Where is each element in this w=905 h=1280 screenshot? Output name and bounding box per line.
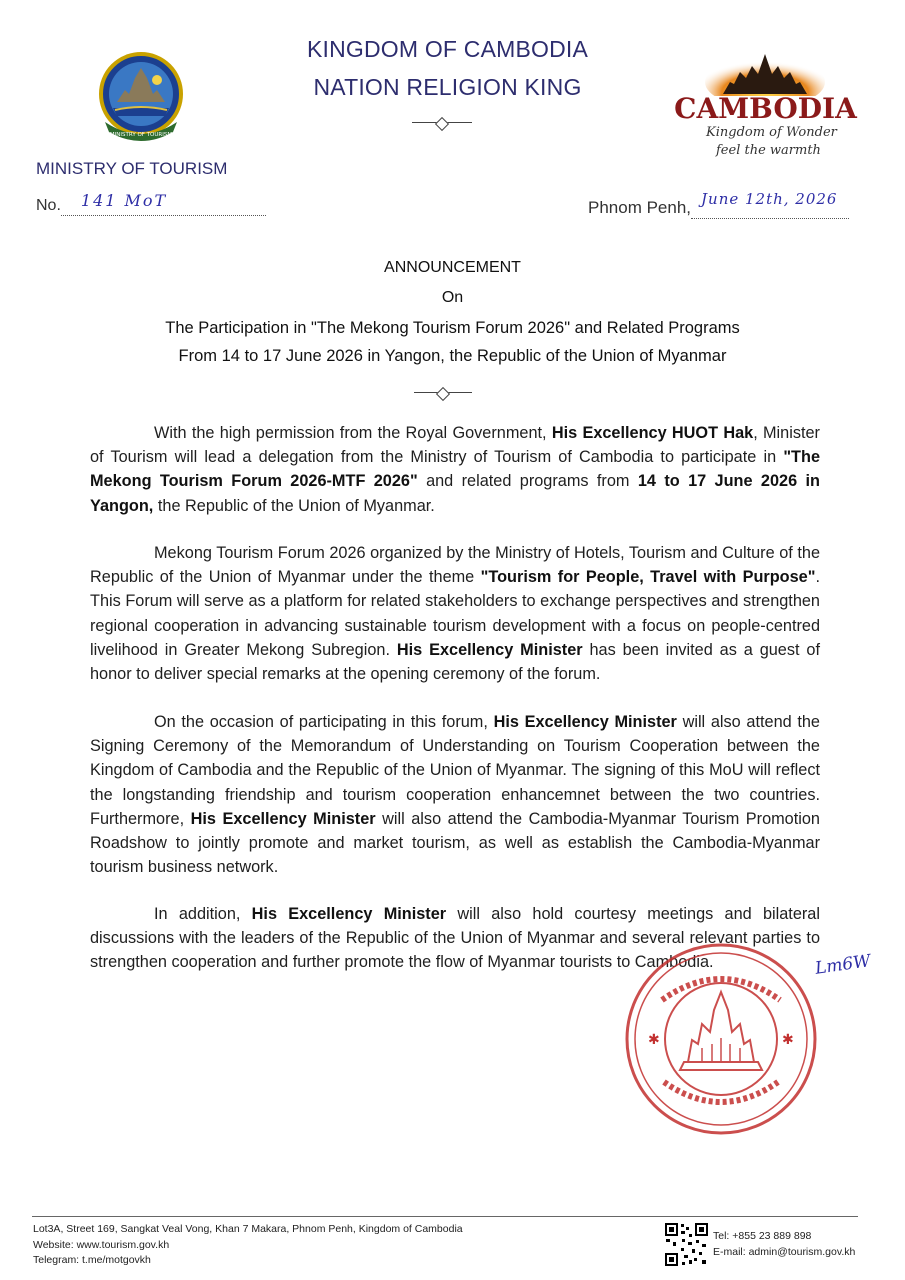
qr-code-icon <box>664 1222 709 1267</box>
ministry-name: MINISTRY OF TOURISM <box>36 159 228 178</box>
seal-banner-text: MINISTRY OF TOURISM <box>109 132 173 138</box>
paragraph-3: On the occasion of participating in this forum, His Excellency Minister will also attend the Signing Ceremony of the Memorandum of Understanding on Tourism Cooperation between the Kingdom of Cambodia and the Republic of the Union of Myanmar. The signing of this MoU will reflect the longstanding friendship and tourism cooperation enhancemnet between the two countries. Furthermore, His Excellency Minister will also attend the Cambodia-Myanmar Tourism Promotion Roadshow to jointly promote and market tourism, as well as establish the Cambodia-Myanmar tourism business network. <box>90 713 820 877</box>
reference-number <box>36 191 266 216</box>
nation-motto: NATION RELIGION KING <box>313 74 582 100</box>
svg-text:✱: ✱ <box>782 1032 794 1048</box>
brand-slogan: feel the warmth <box>716 143 821 158</box>
svg-text:✱: ✱ <box>648 1032 660 1048</box>
header-divider <box>412 122 472 123</box>
footer-contact-right <box>713 1229 855 1260</box>
date-line <box>588 190 849 219</box>
bold-event-dates: 14 to 17 June 2026 in Yangon, <box>90 472 820 515</box>
bold-minister: His Excellency Minister <box>493 713 677 731</box>
cambodia-brand-logo <box>668 48 863 160</box>
footer-address: Lot3A, Street 169, Sangkat Veal Vong, Khan 7 Makara, Phnom Penh, Kingdom of Cambodia <box>33 1223 463 1235</box>
footer-website: Website: www.tourism.gov.kh <box>33 1238 170 1251</box>
subject-line-2: From 14 to 17 June 2026 in Yangon, the Republic of the Union of Myanmar <box>178 347 727 365</box>
place-label: Phnom Penh, <box>588 198 692 217</box>
paragraph-2: Mekong Tourism Forum 2026 organized by the Ministry of Hotels, Tourism and Culture of the Republic of the Union of Myanmar under the theme "Tourism for People, Travel with Purpose". This Forum will serve as a platform for related stakeholders to exchange perspectives and strengthen regional cooperation in advancing sustainable tourism development with a focus on people-centred livelihood in Greater Mekong Subregion. His Excellency Minister has been invited as a guest of honor to deliver special remarks at the opening ceremony of the forum. <box>90 544 820 684</box>
reference-prefix: No. <box>36 197 61 214</box>
bold-minister: His Excellency Minister <box>396 640 583 659</box>
footer-email: E-mail: admin@tourism.gov.kh <box>713 1245 856 1258</box>
footer-telegram: Telegram: t.me/motgovkh <box>33 1254 151 1266</box>
subject-line-1: The Participation in "The Mekong Tourism Forum 2026" and Related Programs <box>165 319 740 337</box>
paragraph-4: In addition, His Excellency Minister will also hold courtesy meetings and bilateral discussions with the leaders of the Republic of the Union of Myanmar and several relevant parties to strengthen cooperation and further promote the flow of Myanmar tourists to Cambodia. <box>90 905 820 972</box>
brand-name: CAMBODIA <box>674 92 857 125</box>
signature-initials: Lm6W <box>813 951 872 979</box>
bold-minister-name: His Excellency HUOT Hak <box>551 424 754 442</box>
announcement-heading: ANNOUNCEMENT <box>384 259 521 276</box>
ministry-seal-logo <box>95 50 187 142</box>
paragraph-1: With the high permission from the Royal Government, His Excellency HUOT Hak, Minister of Tourism will lead a delegation from the Ministry of Tourism of Cambodia to participate in "The Mekong Tourism Forum 2026-MTF 2026" and related programs from 14 to 17 June 2026 in Yangon, the Republic of the Union of Myanmar. <box>90 424 820 515</box>
title-divider <box>414 392 472 393</box>
bold-minister: His Excellency Minister <box>190 809 376 828</box>
temple-sunrise-icon <box>668 48 863 96</box>
kingdom-title: KINGDOM OF CAMBODIA <box>306 36 589 62</box>
bold-theme: "Tourism for People, Travel with Purpose" <box>480 568 816 587</box>
bold-event-name: "The Mekong Tourism Forum 2026-MTF 2026" <box>90 448 820 491</box>
footer-tel: Tel: +855 23 889 898 <box>713 1230 812 1242</box>
brand-tagline: Kingdom of Wonder <box>706 125 837 140</box>
bold-minister: His Excellency Minister <box>251 905 447 923</box>
announcement-on: On <box>441 289 464 306</box>
reference-handwritten: 141 MoT <box>80 191 168 210</box>
date-handwritten: June 12th, 2026 <box>701 190 838 208</box>
footer-rule <box>32 1216 858 1217</box>
official-red-stamp <box>622 940 820 1138</box>
footer-contact-left <box>33 1222 463 1269</box>
